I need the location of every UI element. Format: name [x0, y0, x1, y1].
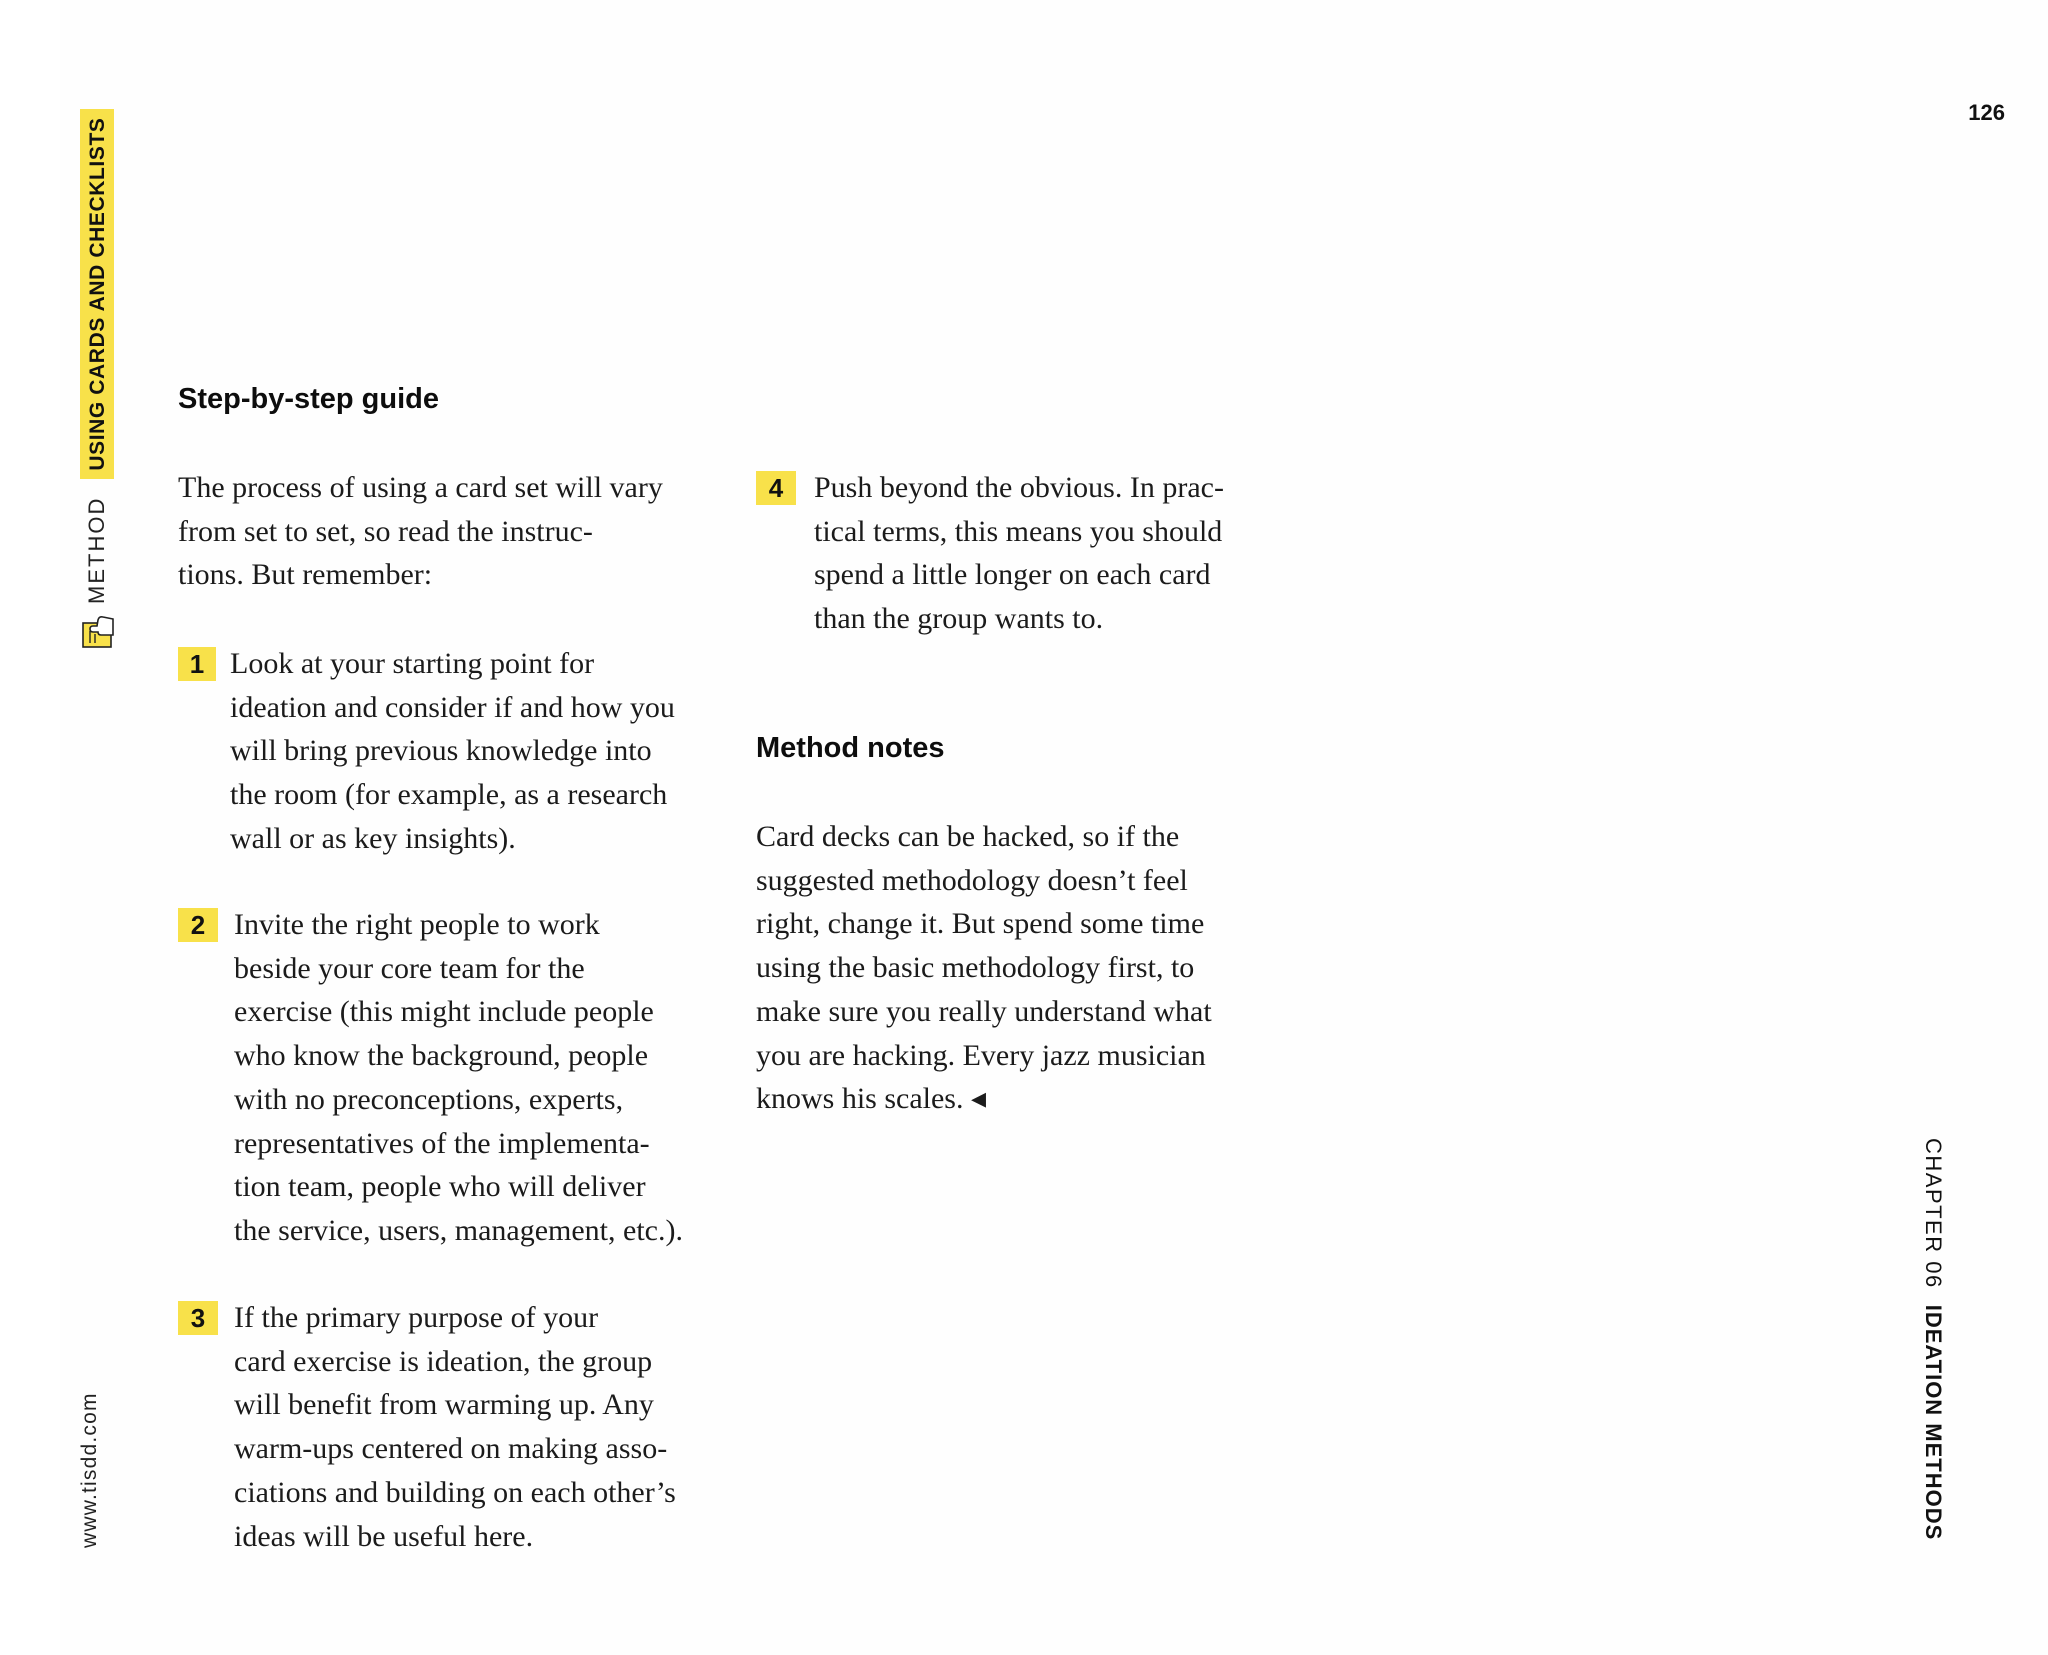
step-4	[756, 466, 1224, 641]
chapter-title: IDEATION METHODS	[1921, 1304, 1946, 1541]
step-1	[178, 642, 675, 861]
chapter-marker	[1920, 1138, 1946, 1540]
step-number-badge: 1	[178, 647, 216, 681]
website-url: www.tisdd.com	[78, 1392, 101, 1548]
step-text: Invite the right people to work beside your core team for the exercise (this might include people who know the background, people with no preconceptions, experts, representatives of the implementa- tion team, people who will deliver the service, users, management, etc.).	[234, 908, 683, 1247]
guide-heading: Step-by-step guide	[178, 383, 440, 415]
step-text: If the primary purpose of your card exercise is ideation, the group will benefit from warming up. Any warm-ups centered on making asso- ciations and building on each other’s ideas will be useful here.	[234, 1301, 676, 1553]
step-2	[178, 903, 683, 1253]
step-3	[178, 1296, 676, 1558]
step-text: Look at your starting point for ideation and consider if and how you will bring previous knowledge into the room (for example, as a research wall or as key insights).	[230, 647, 675, 855]
step-text: Push beyond the obvious. In prac- tical terms, this means you should spend a little longer on each card than the group wants to.	[814, 471, 1224, 636]
notes-heading: Method notes	[756, 732, 945, 764]
card-hand-icon	[78, 612, 116, 650]
side-tab	[78, 110, 116, 651]
step-number-badge: 2	[178, 908, 218, 942]
step-number-badge: 4	[756, 471, 796, 505]
method-label: METHOD	[84, 496, 109, 604]
guide-intro: The process of using a card set will vary from set to set, so read the instruc- tions. But remember:	[178, 471, 663, 592]
notes-body: Card decks can be hacked, so if the suggested methodology doesn’t feel right, change it. But spend some time using the basic methodology first, to make sure you really understand what you are hacking. Every jazz musician knows his scales. ◂	[756, 820, 1212, 1116]
step-number-badge: 3	[178, 1301, 218, 1335]
chapter-label: CHAPTER 06	[1921, 1138, 1946, 1289]
page-number: 126	[1968, 100, 2005, 125]
section-label: USING CARDS AND CHECKLISTS	[80, 110, 114, 479]
